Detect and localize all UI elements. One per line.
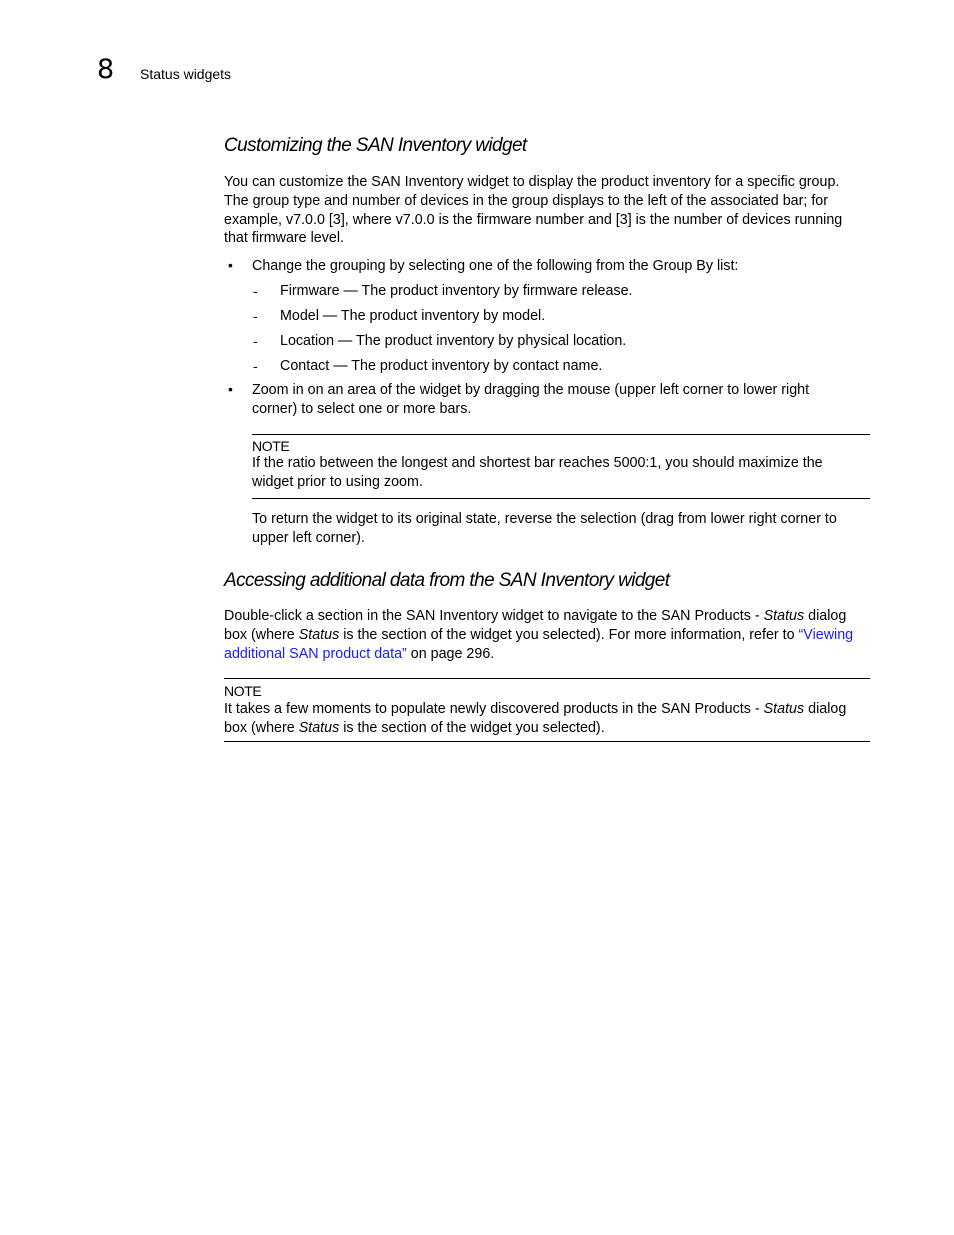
dash-marker: -	[253, 333, 258, 349]
accessing-line-1: Double-click a section in the SAN Inventory widget to navigate to the SAN Products - Status dialog	[224, 608, 847, 624]
intro-paragraph	[224, 173, 870, 248]
note-text-line-1: It takes a few moments to populate newly discovered products in the SAN Products - Status dialog	[224, 701, 847, 717]
note-text	[224, 700, 870, 738]
section-heading-customizing: Customizing the SAN Inventory widget	[224, 135, 527, 156]
running-title: Status widgets	[140, 66, 232, 82]
bullet-marker: •	[228, 257, 233, 273]
chapter-number: 8	[97, 54, 115, 85]
intro-line-4: that firmware level.	[224, 230, 344, 247]
intro-line-2: The group type and number of devices in the group displays to the left of the associated bar; for	[224, 192, 829, 209]
note-label: NOTE	[224, 683, 262, 699]
note-top-rule	[224, 678, 870, 679]
list-item-contact: Contact — The product inventory by contact name.	[280, 358, 603, 374]
note-label: NOTE	[252, 438, 290, 454]
note-text-line-1: If the ratio between the longest and shortest bar reaches 5000:1, you should maximize the	[252, 455, 823, 471]
section-heading-accessing: Accessing additional data from the SAN Inventory widget	[224, 570, 670, 591]
accessing-line-2: box (where Status is the section of the widget you selected). For more information, refer to “Viewing	[224, 626, 854, 643]
bullet-zoom	[252, 381, 872, 419]
accessing-line-3: additional SAN product data” on page 296.	[224, 645, 495, 662]
dash-marker: -	[253, 358, 258, 374]
note-text-line-2: widget prior to using zoom.	[252, 473, 423, 490]
return-paragraph	[252, 510, 872, 548]
intro-line-1: You can customize the SAN Inventory widget to display the product inventory for a specific group.	[224, 174, 840, 190]
bullet-grouping: Change the grouping by selecting one of the following from the Group By list:	[252, 258, 739, 274]
note-text	[252, 454, 872, 492]
bullet-zoom-line-2: corner) to select one or more bars.	[252, 400, 472, 417]
cross-reference-link[interactable]: “Viewing	[798, 626, 854, 643]
accessing-paragraph	[224, 607, 870, 663]
list-item-firmware: Firmware — The product inventory by firmware release.	[280, 283, 633, 299]
bullet-marker: •	[228, 381, 233, 397]
dash-marker: -	[253, 308, 258, 324]
note-text-line-2: box (where Status is the section of the widget you selected).	[224, 719, 605, 736]
dash-marker: -	[253, 283, 258, 299]
intro-line-3: example, v7.0.0 [3], where v7.0.0 is the firmware number and [3] is the number of devices running	[224, 211, 843, 228]
list-item-model: Model — The product inventory by model.	[280, 308, 546, 324]
return-line-1: To return the widget to its original state, reverse the selection (drag from lower right corner to	[252, 511, 837, 527]
note-bottom-rule	[224, 741, 870, 742]
cross-reference-link-cont[interactable]: additional SAN product data”	[224, 645, 407, 662]
list-item-location: Location — The product inventory by physical location.	[280, 333, 627, 349]
bullet-zoom-line-1: Zoom in on an area of the widget by dragging the mouse (upper left corner to lower right	[252, 382, 810, 398]
note-bottom-rule	[252, 498, 870, 499]
note-top-rule	[252, 434, 870, 435]
return-line-2: upper left corner).	[252, 529, 365, 546]
